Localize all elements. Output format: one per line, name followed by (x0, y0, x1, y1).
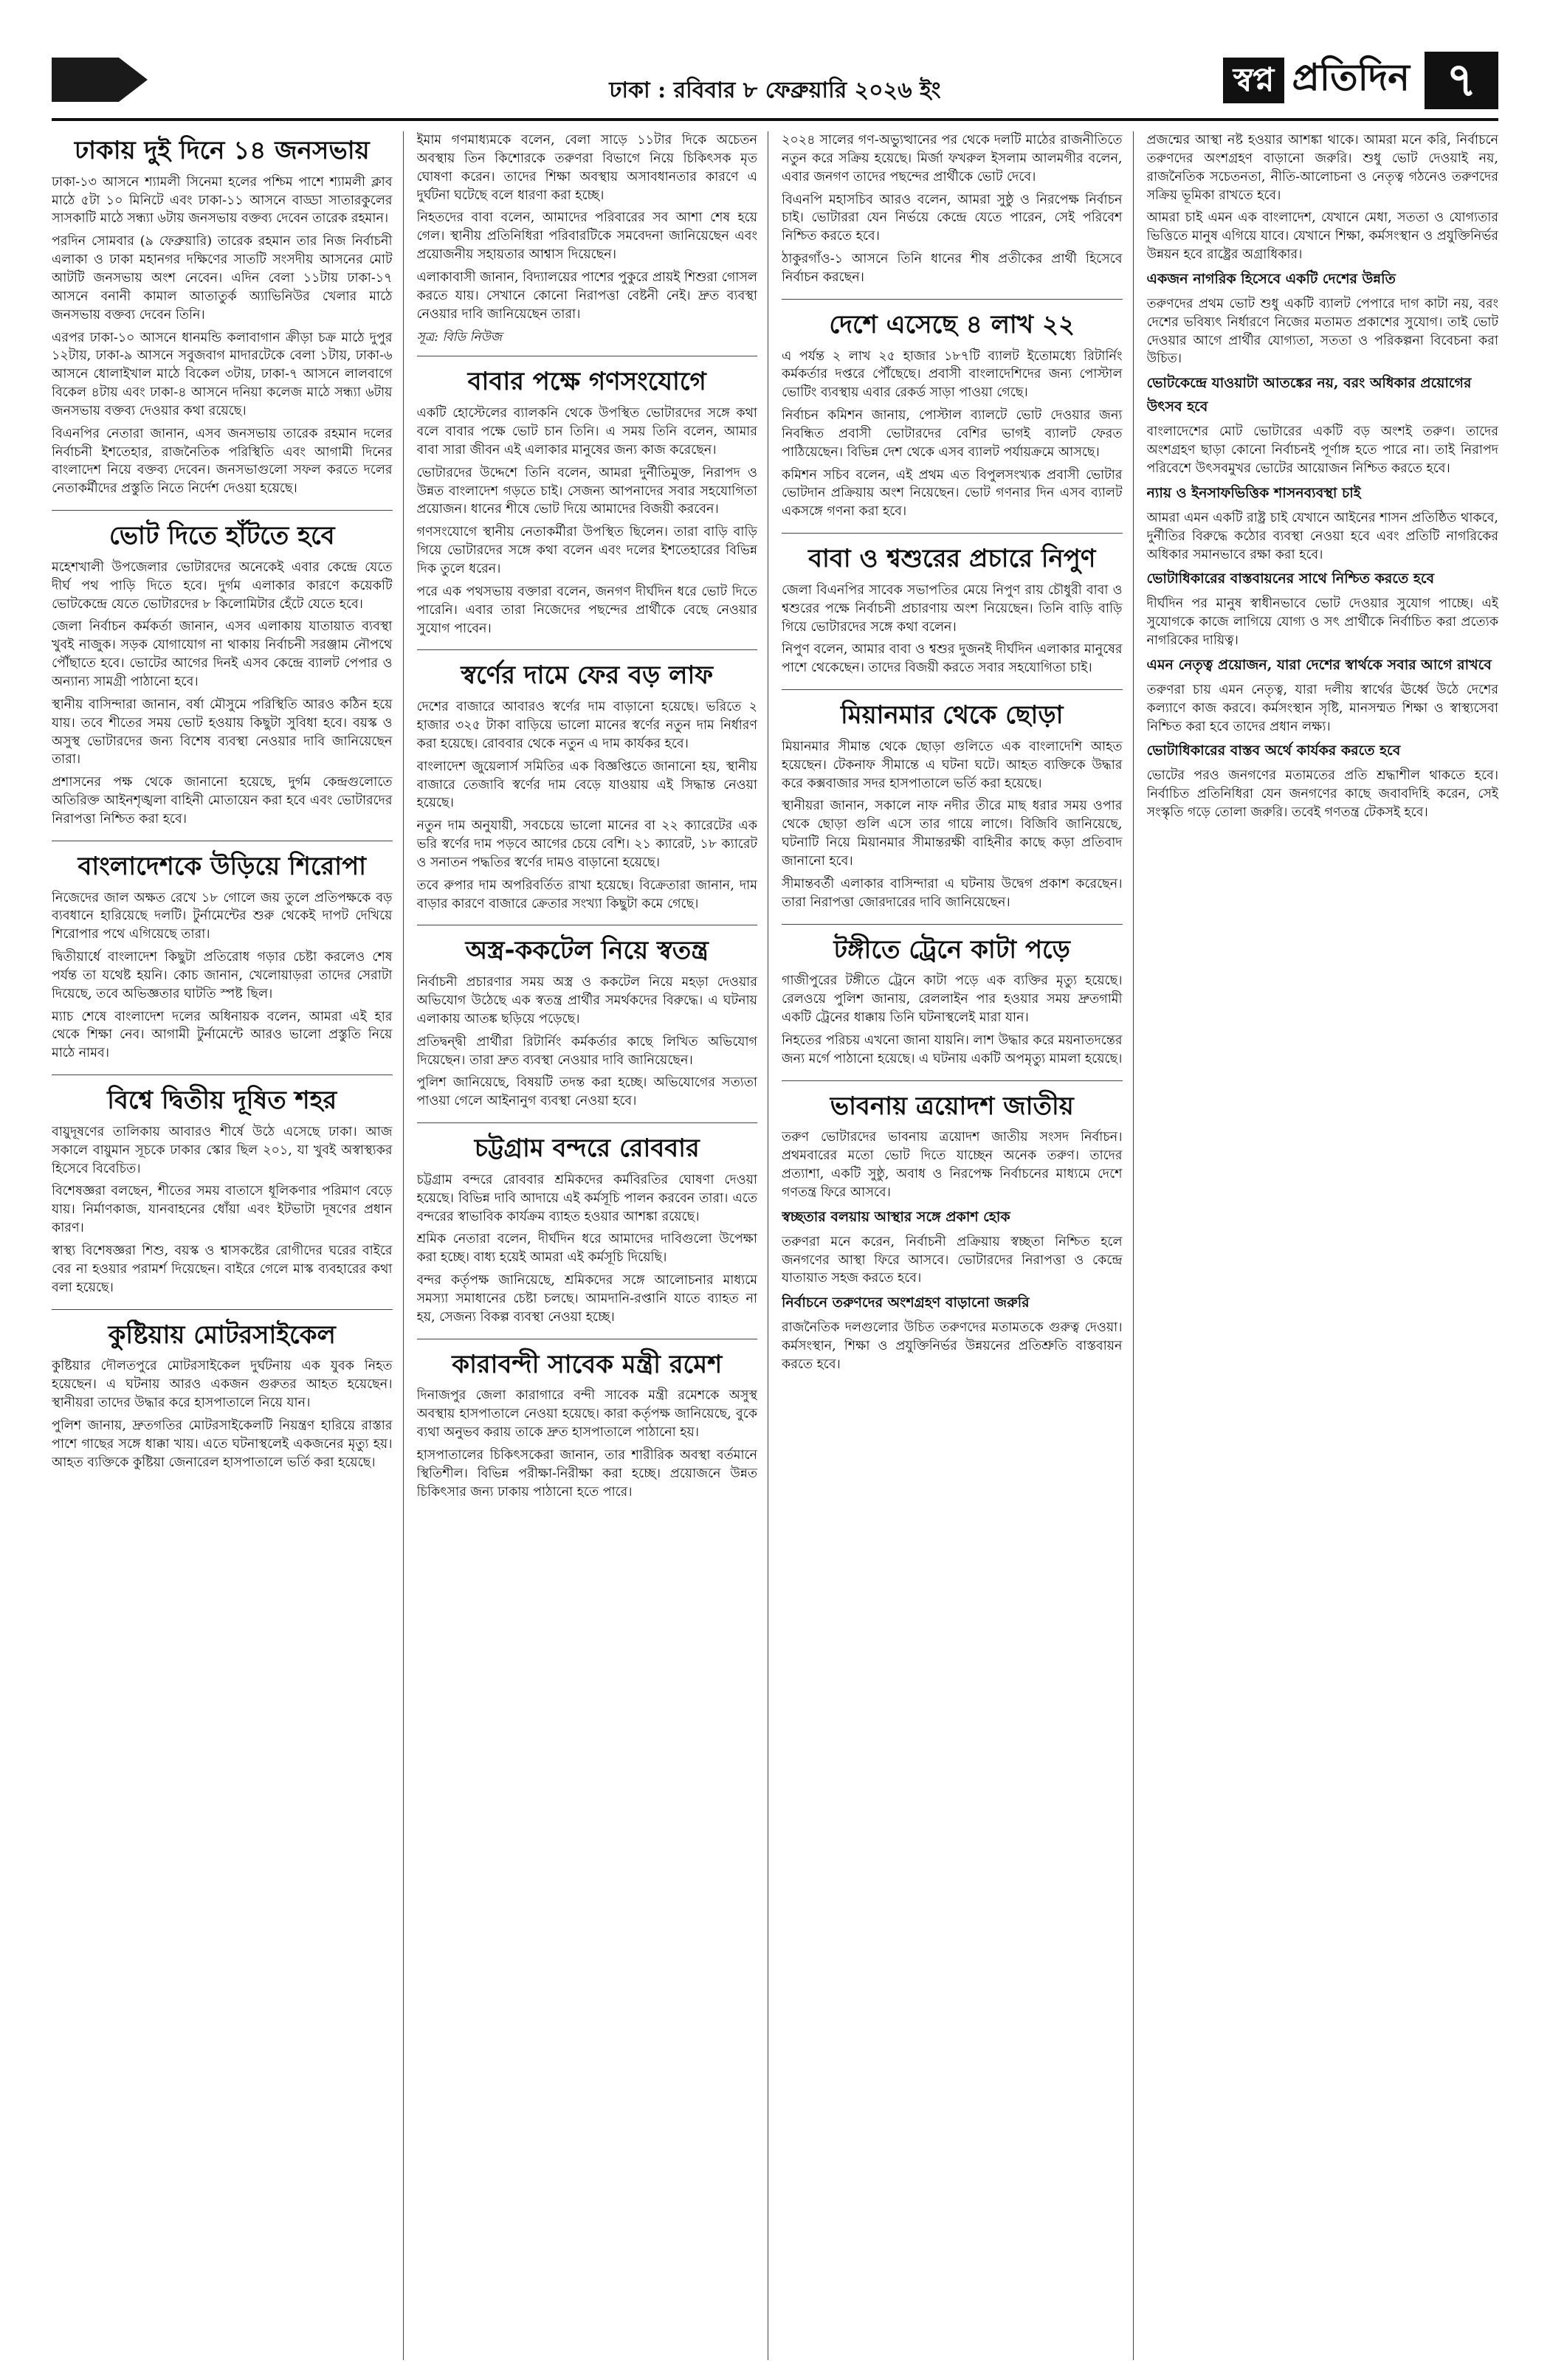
article-paragraph: বিশেষজ্ঞরা বলছেন, শীতের সময় বাতাসে ধূলিকণার পরিমাণ বেড়ে যায়। নির্মাণকাজ, যানবাহনের ধোঁয়া এবং ইটভাটা দূষণের প্রধান কারণ। (52, 1184, 393, 1236)
subheading: এমন নেতৃত্ব প্রয়োজন, যারা দেশের স্বার্থকে সবার আগে রাখবে (1146, 656, 1492, 673)
article-headline: কারাবন্দী সাবেক মন্ত্রী রমেশ (452, 1349, 723, 1379)
article-paragraph: নিপুণ বলেন, আমার বাবা ও শ্বশুর দুজনই দীর্ঘদিন এলাকার মানুষের পাশে থেকেছেন। তাদের বিজয়ী করতে সবার সহযোগিতা চাই। (782, 642, 1123, 676)
article-paragraph: শ্রমিক নেতারা বলেন, দীর্ঘদিন ধরে আমাদের দাবিগুলো উপেক্ষা করা হচ্ছে। বাধ্য হয়েই আমরা এই কর্মসূচি দিয়েছি। (416, 1232, 757, 1266)
article (52, 521, 393, 841)
article-paragraph: নতুন দাম অনুযায়ী, সবচেয়ে ভালো মানের বা ২২ ক্যারেটের এক ভরি স্বর্ণের দাম পড়বে আগের চেয়ে বেশি। ২১ ক্যারেট, ১৮ ক্যারেট ও সনাতন পদ্ধতির স্বর্ণের দামও বাড়ানো হয়েছে। (416, 818, 757, 870)
subheading: ভোটকেন্দ্রে যাওয়াটা আতঙ্কের নয়, বরং অধিকার প্রয়োগের উৎসব হবে (1146, 375, 1472, 415)
subheading: স্বচ্ছতার বলয়ায় আস্থার সঙ্গে প্রকাশ হোক (782, 1208, 1010, 1225)
article (417, 936, 758, 1123)
brand-logo (1223, 55, 1410, 103)
article (417, 131, 758, 356)
subheading: একজন নাগরিক হিসেবে একটি দেশের উন্নতি (1146, 270, 1396, 287)
article-paragraph: নিহতদের বাবা বলেন, আমাদের পরিবারের সব আশা শেষ হয়ে গেল। স্থানীয় প্রতিনিধিরা পরিবারটিকে সমবেদনা জানিয়েছেন এবং প্রয়োজনীয় সহায়তার আশ্বাস দিয়েছেন। (416, 210, 757, 263)
article-paragraph: ম্যাচ শেষে বাংলাদেশ দলের অধিনায়ক বলেন, আমরা এই হার থেকে শিক্ষা নেব। আগামী টুর্নামেন্টে আরও ভালো প্রস্তুতি নিয়ে মাঠে নামব। (52, 1009, 393, 1061)
article-headline: বাংলাদেশকে উড়িয়ে শিরোপা (78, 851, 367, 881)
masthead (52, 44, 1498, 121)
article-paragraph: স্বাস্থ্য বিশেষজ্ঞরা শিশু, বয়স্ক ও শ্বাসকষ্টের রোগীদের ঘরের বাইরে বের না হওয়ার পরামর্শ দিয়েছেন। বাইরে গেলে মাস্ক ব্যবহারের কথা বলা হয়েছে। (52, 1244, 393, 1295)
article (782, 1091, 1123, 1386)
article-paragraph: কুষ্টিয়ার দৌলতপুরে মোটরসাইকেল দুর্ঘটনায় এক যুবক নিহত হয়েছেন। এ ঘটনায় আরও একজন গুরুতর আহত হয়েছেন। স্থানীয়রা তাদের উদ্ধার করে হাসপাতালে নিয়ে যান। (52, 1359, 393, 1411)
article-paragraph: প্রতিদ্বন্দ্বী প্রার্থীরা রিটার্নিং কর্মকর্তার কাছে লিখিত অভিযোগ দিয়েছেন। তারা দ্রুত ব্যবস্থা নেওয়ার দাবি জানিয়েছেন। (416, 1034, 757, 1068)
article-paragraph: পুলিশ জানায়, দ্রুতগতির মোটরসাইকেলটি নিয়ন্ত্রণ হারিয়ে রাস্তার পাশে গাছের সঙ্গে ধাক্কা খায়। এতে ঘটনাস্থলেই একজনের মৃত্যু হয়। আহত ব্যক্তিকে কুষ্টিয়া জেনারেল হাসপাতালে ভর্তি করা হয়েছে। (52, 1418, 393, 1470)
article (782, 310, 1123, 534)
article-headline: বাবার পক্ষে গণসংযোগে (467, 367, 706, 397)
article (782, 700, 1123, 924)
article-paragraph: নির্বাচন কমিশন জানায়, পোস্টাল ব্যালটে ভোট দেওয়ার জন্য নিবন্ধিত প্রবাসী ভোটারদের বেশির ভাগই ব্যালট ফেরত পাঠিয়েছেন। বিভিন্ন দেশ থেকে এসব ব্যালট পর্যায়ক্রমে আসছে। (782, 408, 1123, 460)
article-paragraph: তরুণরা মনে করেন, নির্বাচনী প্রক্রিয়ায় স্বচ্ছতা নিশ্চিত হলে জনগণের আস্থা ফিরে আসবে। ভোটারদের নিরাপত্তা ও কেন্দ্রে যাতায়াত সহজ করতে হবে। (782, 1234, 1123, 1286)
article-paragraph: হাসপাতালের চিকিৎসকেরা জানান, তার শারীরিক অবস্থা বর্তমানে স্থিতিশীল। বিভিন্ন পরীক্ষা-নিরীক্ষা করা হচ্ছে। প্রয়োজনে উন্নত চিকিৎসার জন্য ঢাকায় পাঠানো হতে পারে। (416, 1448, 757, 1500)
article-paragraph: ঢাকা-১৩ আসনে শ্যামলী সিনেমা হলের পশ্চিম পাশে শ্যামলী ক্লাব মাঠে ৫টা ১০ মিনিটে এবং ঢাকা-১১ আসনে বাড্ডা সাতারকুলের সাসকাটি মাঠে সন্ধ্যা ৬টায় জনসভায় বক্তব্য দেবেন তারেক রহমান। (52, 174, 393, 227)
article-paragraph: গণসংযোগে স্থানীয় নেতাকর্মীরা উপস্থিত ছিলেন। তারা বাড়ি বাড়ি গিয়ে ভোটারদের সঙ্গে কথা বলেন এবং দলের ইশতেহারের বিভিন্ন দিক তুলে ধরেন। (416, 525, 757, 576)
article-paragraph: দিনাজপুর জেলা কারাগারে বন্দী সাবেক মন্ত্রী রমেশকে অসুস্থ অবস্থায় হাসপাতালে নেওয়া হয়েছে। কারা কর্তৃপক্ষ জানিয়েছে, বুকে ব্যথা অনুভব করায় তাকে দ্রুত হাসপাতালে পাঠানো হয়। (416, 1388, 757, 1441)
brand-box: স্বপ্ন (1223, 58, 1285, 103)
article-paragraph: জেলা নির্বাচন কর্মকর্তা জানান, এসব এলাকায় যাতায়াত ব্যবস্থা খুবই নাজুক। সড়ক যোগাযোগ না থাকায় নির্বাচনী সরঞ্জাম নৌপথে পৌঁছাতে হবে। ভোটের আগের দিনই এসব কেন্দ্রে ব্যালট পেপার ও অন্যান্য সামগ্রী পাঠানো হবে। (52, 619, 393, 689)
subheading: ভোটাধিকারের বাস্তবায়নের সাথে নিশ্চিত করতে হবে (1146, 570, 1435, 587)
article-paragraph: ভোটের পরও জনগণের মতামতের প্রতি শ্রদ্ধাশীল থাকতে হবে। নির্বাচিত প্রতিনিধিরা যেন জনগণের কাছে জবাবদিহি করেন, সেই সংস্কৃতি গড়ে তোলা জরুরি। তবেই গণতন্ত্র টেকসই হবে। (1146, 768, 1498, 821)
article-paragraph: এলাকাবাসী জানান, বিদ্যালয়ের পাশের পুকুরে প্রায়ই শিশুরা গোসল করতে যায়। সেখানে কোনো নিরাপত্তা বেষ্টনী নেই। দ্রুত ব্যবস্থা নেওয়ার দাবি জানিয়েছেন তারা। (416, 269, 757, 322)
article-paragraph: মিয়ানমার সীমান্ত থেকে ছোড়া গুলিতে এক বাংলাদেশি আহত হয়েছেন। টেকনাফ সীমান্তে এ ঘটনা ঘটে। আহত ব্যক্তিকে উদ্ধার করে কক্সবাজার সদর হাসপাতালে ভর্তি করা হয়েছে। (782, 739, 1123, 791)
subheading: ন্যায় ও ইনসাফভিত্তিক শাসনব্যবস্থা চাই (1146, 484, 1361, 501)
article-paragraph: একটি হোস্টেলের ব্যালকনি থেকে উপস্থিত ভোটারদের সঙ্গে কথা বলে বাবার পক্ষে ভোট চান তিনি। এ সময় তিনি বলেন, আমার বাবা সারা জীবন এই এলাকার মানুষের জন্য কাজ করেছেন। (416, 406, 757, 458)
subheading: নির্বাচনে তরুণদের অংশগ্রহণ বাড়ানো জরুরি (782, 1294, 1030, 1311)
article-paragraph: আমরা চাই এমন এক বাংলাদেশ, যেখানে মেধা, সততা ও যোগ্যতার ভিত্তিতে মানুষ এগিয়ে যাবে। যেখানে শিক্ষা, কর্মসংস্থান ও প্রযুক্তিনির্ভর উন্নয়ন হবে রাষ্ট্রের অগ্রাধিকার। (1146, 210, 1498, 263)
article-paragraph: বিএনপির নেতারা জানান, এসব জনসভায় তারেক রহমান দলের নির্বাচনী ইশতেহার, রাজনৈতিক পরিস্থিতি এবং আগামী দিনের বাংলাদেশ নিয়ে বক্তব্য দেবেন। জনসভাগুলো সফল করতে দলের নেতাকর্মীদের প্রস্তুতি নিতে নির্দেশ দেওয়া হয়েছে। (52, 426, 393, 497)
article (52, 1086, 393, 1309)
article (782, 935, 1123, 1081)
article-headline: ভাবনায় ত্রয়োদশ জাতীয় (830, 1091, 1074, 1121)
article (417, 367, 758, 650)
article-headline: ভোট দিতে হাঁটতে হবে (108, 521, 335, 551)
date-line: ঢাকা : রবিবার ৮ ফেব্রুয়ারি ২০২৬ ইং (609, 77, 941, 103)
article-paragraph: ঠাকুরগাঁও-১ আসনে তিনি ধানের শীষ প্রতীকের প্রার্থী হিসেবে নির্বাচন করছেন। (782, 252, 1123, 285)
article-paragraph: এ পর্যন্ত ২ লাখ ২৫ হাজার ১৮৭টি ব্যালট ইতোমধ্যে রিটার্নিং কর্মকর্তার দপ্তরে পৌঁছেছে। প্রবাসী বাংলাদেশিদের জন্য পোস্টাল ভোটিং ব্যবস্থায় এবার রেকর্ড সাড়া পাওয়া গেছে। (782, 348, 1123, 401)
article-headline: টঙ্গীতে ট্রেনে কাটা পড়ে (833, 934, 1070, 965)
article-source: সূত্র: বিডি নিউজ (416, 330, 502, 345)
article-paragraph: পুলিশ জানিয়েছে, বিষয়টি তদন্ত করা হচ্ছে। অভিযোগের সত্যতা পাওয়া গেলে আইনানুগ ব্যবস্থা নেওয়া হবে। (416, 1075, 757, 1109)
article-paragraph: আমরা এমন একটি রাষ্ট্র চাই যেখানে আইনের শাসন প্রতিষ্ঠিত থাকবে, দুর্নীতির বিরুদ্ধে কঠোর ব্যবস্থা নেওয়া হবে এবং প্রতিটি নাগরিকের অধিকার সমানভাবে রক্ষা করা হবে। (1146, 510, 1498, 562)
subheading: ভোটাধিকারের বাস্তব অর্থে কার্যকর করতে হবে (1146, 742, 1401, 759)
article-paragraph: স্থানীয় বাসিন্দারা জানান, বর্ষা মৌসুমে পরিস্থিতি আরও কঠিন হয়ে যায়। তবে শীতের সময় ভোট হওয়ায় কিছুটা সুবিধা হবে। বয়স্ক ও অসুস্থ ভোটারদের জন্য বিশেষ ব্যবস্থা নেওয়ার দাবি জানিয়েছেন তারা। (52, 697, 393, 768)
article-paragraph: বায়ুদূষণের তালিকায় আবারও শীর্ষে উঠে এসেছে ঢাকা। আজ সকালে বায়ুমান সূচকে ঢাকার স্কোর ছিল ২০১, যা খুবই অস্বাস্থ্যকর হিসেবে বিবেচিত। (52, 1124, 393, 1176)
article-paragraph: তরুণদের প্রথম ভোট শুধু একটি ব্যালট পেপারে দাগ কাটা নয়, বরং দেশের ভবিষ্যৎ নির্ধারণে নিজের মতামত প্রকাশের সুযোগ। তাই ভোট দেওয়ার আগে প্রার্থীর যোগ্যতা, সততা ও পরিকল্পনা বিবেচনা করা উচিত। (1146, 296, 1498, 367)
article-paragraph: ২০২৪ সালের গণ-অভ্যুত্থানের পর থেকে দলটি মাঠের রাজনীতিতে নতুন করে সক্রিয় হয়েছে। মির্জা ফখরুল ইসলাম আলমগীর বলেন, এবার জনগণ তাদের পছন্দের প্রার্থীকে ভোট দেবে। (782, 133, 1123, 184)
article (782, 544, 1123, 690)
article-paragraph: কমিশন সচিব বলেন, এই প্রথম এত বিপুলসংখ্যক প্রবাসী ভোটার ভোটদান প্রক্রিয়ায় অংশ নিয়েছেন। ভোট গণনার দিন এসব ব্যালট একসঙ্গে গণনা করা হবে। (782, 467, 1123, 520)
article (52, 136, 393, 511)
article-paragraph: গাজীপুরের টঙ্গীতে ট্রেনে কাটা পড়ে এক ব্যক্তির মৃত্যু হয়েছে। রেলওয়ে পুলিশ জানায়, রেললাইন পার হওয়ার সময় দ্রুতগামী একটি ট্রেনের ধাক্কায় তিনি ঘটনাস্থলেই মারা যান। (782, 973, 1123, 1026)
article-paragraph: বিএনপি মহাসচিব আরও বলেন, আমরা সুষ্ঠু ও নিরপেক্ষ নির্বাচন চাই। ভোটাররা যেন নির্ভয়ে কেন্দ্রে যেতে পারেন, সেই পরিবেশ নিশ্চিত করতে হবে। (782, 192, 1123, 244)
article-paragraph: পরে এক পথসভায় বক্তারা বলেন, জনগণ দীর্ঘদিন ধরে ভোট দিতে পারেনি। এবার তারা নিজেদের পছন্দের প্রার্থীকে বেছে নেওয়ার সুযোগ পাবেন। (416, 584, 757, 636)
article-paragraph: বন্দর কর্তৃপক্ষ জানিয়েছে, শ্রমিকদের সঙ্গে আলোচনার মাধ্যমে সমস্যা সমাধানের চেষ্টা চলছে। আমদানি-রপ্তানি যাতে ব্যাহত না হয়, সেজন্য বিকল্প ব্যবস্থা নেওয়া হচ্ছে। (416, 1273, 757, 1325)
article-paragraph: তরুণরা চায় এমন নেতৃত্ব, যারা দলীয় স্বার্থের ঊর্ধ্বে উঠে দেশের কল্যাণে কাজ করবে। কর্মসংস্থান সৃষ্টি, মানসম্মত শিক্ষা ও স্বাস্থ্যসেবা নিশ্চিত করা হবে তাদের প্রধান লক্ষ্য। (1146, 682, 1498, 734)
article-paragraph: নিজেদের জাল অক্ষত রেখে ১৮ গোলে জয় তুলে প্রতিপক্ষকে বড় ব্যবধানে হারিয়েছে দলটি। টুর্নামেন্টের শুরু থেকেই দাপট দেখিয়ে শিরোপার পথে এগিয়েছে তারা। (52, 890, 393, 942)
article-paragraph: এরপর ঢাকা-১০ আসনে ধানমন্ডি কলাবাগান ক্রীড়া চক্র মাঠে দুপুর ১২টায়, ঢাকা-৯ আসনে সবুজবাগ মাদারটেকে বেলা ১টায়, ঢাকা-৬ আসনে ধোলাইখাল মাঠে বিকেল ৩টায়, ঢাকা-৭ আসনে লালবাগে বিকেল ৪টায় এবং ঢাকা-৪ আসনে দনিয়া কলেজ মাঠে সন্ধ্যা ৬টায় জনসভায় বক্তব্য দেওয়ার কথা রয়েছে। (52, 330, 393, 418)
article (417, 660, 758, 925)
article (1147, 131, 1499, 834)
article-paragraph: দেশের বাজারে আবারও স্বর্ণের দাম বাড়ানো হয়েছে। ভরিতে ২ হাজার ৩২৫ টাকা বাড়িয়ে ভালো মানের স্বর্ণের নতুন দাম নির্ধারণ করা হয়েছে। রোববার থেকে নতুন এ দাম কার্যকর হবে। (416, 700, 757, 751)
column-1 (52, 131, 404, 2360)
article-paragraph: সীমান্তবর্তী এলাকার বাসিন্দারা এ ঘটনায় উদ্বেগ প্রকাশ করেছেন। তারা নিরাপত্তা জোরদারের দাবি জানিয়েছেন। (782, 876, 1123, 910)
article-columns (52, 131, 1498, 2360)
column-2 (417, 131, 769, 2360)
article-paragraph: তরুণ ভোটারদের ভাবনায় ত্রয়োদশ জাতীয় সংসদ নির্বাচন। প্রথমবারের মতো ভোট দিতে যাচ্ছেন অনেক তরুণ। তাদের প্রত্যাশা, একটি সুষ্ঠু, অবাধ ও নিরপেক্ষ নির্বাচনের মাধ্যমে দেশে গণতন্ত্র ফিরে আসবে। (782, 1130, 1123, 1200)
article-paragraph: প্রজন্মের আস্থা নষ্ট হওয়ার আশঙ্কা থাকে। আমরা মনে করি, নির্বাচনে তরুণদের অংশগ্রহণ বাড়ানো জরুরি। শুধু ভোট দেওয়াই নয়, রাজনৈতিক সচেতনতা, নীতি-আলোচনা ও নেতৃত্ব গঠনেও তরুণদের সক্রিয় ভূমিকা রাখতে হবে। (1146, 133, 1498, 203)
article-headline: ঢাকায় দুই দিনে ১৪ জনসভায় (74, 136, 370, 165)
article-paragraph: জেলা বিএনপির সাবেক সভাপতির মেয়ে নিপুণ রায় চৌধুরী বাবা ও শ্বশুরের পক্ষে নির্বাচনী প্রচারণায় অংশ নিয়েছেন। তিনি বাড়ি বাড়ি গিয়ে ভোটারদের সঙ্গে কথা বলেন। (782, 582, 1123, 635)
article (52, 852, 393, 1075)
article-paragraph: দ্বিতীয়ার্ধে বাংলাদেশ কিছুটা প্রতিরোধ গড়ার চেষ্টা করলেও শেষ পর্যন্ত তা যথেষ্ট হয়নি। কোচ জানান, খেলোয়াড়রা তাদের সেরাটা দিয়েছে, তবে অভিজ্ঞতার ঘাটতি স্পষ্ট ছিল। (52, 950, 393, 1001)
article-paragraph: রাজনৈতিক দলগুলোর উচিত তরুণদের মতামতকে গুরুত্ব দেওয়া। কর্মসংস্থান, শিক্ষা ও প্রযুক্তিনির্ভর উন্নয়নের প্রতিশ্রুতি বাস্তবায়ন করতে হবে। (782, 1320, 1123, 1372)
article (417, 1134, 758, 1339)
article-paragraph: প্রশাসনের পক্ষ থেকে জানানো হয়েছে, দুর্গম কেন্দ্রগুলোতে অতিরিক্ত আইনশৃঙ্খলা বাহিনী মোতায়েন করা হবে এবং ভোটারদের নিরাপত্তা নিশ্চিত করা হবে। (52, 775, 393, 827)
article-paragraph: স্থানীয়রা জানান, সকালে নাফ নদীর তীরে মাছ ধরার সময় ওপার থেকে ছোড়া গুলি এসে তার গায়ে লাগে। বিজিবি জানিয়েছে, ঘটনাটি নিয়ে মিয়ানমার সীমান্তরক্ষী বাহিনীর কাছে কড়া প্রতিবাদ জানানো হবে। (782, 798, 1123, 869)
article-headline: মিয়ানমার থেকে ছোড়া (840, 700, 1064, 731)
article-paragraph: দীর্ঘদিন পর মানুষ স্বাধীনভাবে ভোট দেওয়ার সুযোগ পাচ্ছে। এই সুযোগকে কাজে লাগিয়ে যোগ্য ও সৎ প্রার্থীকে নির্বাচিত করা প্রত্যেক নাগরিকের দায়িত্ব। (1146, 596, 1498, 649)
article-headline: অস্ত্র-ককটেল নিয়ে স্বতন্ত্র (465, 936, 709, 966)
article-paragraph: পরদিন সোমবার (৯ ফেব্রুয়ারি) তারেক রহমান তার নিজ নির্বাচনী এলাকা ও ঢাকা মহানগর দক্ষিণের সাতটি সংসদীয় আসনের মোট আটটি জনসভায় অংশ নেবেন। এদিন বেলা ১১টায় ঢাকা-১৭ আসনে বনানী কামাল আতাতুর্ক অ্যাভিনিউর খেলার মাঠে জনসভায় বক্তব্য দেবেন তিনি। (52, 234, 393, 322)
article-headline: বিশ্বে দ্বিতীয় দূষিত শহর (107, 1086, 337, 1116)
brand-text: প্রতিদিন (1292, 55, 1410, 99)
article-paragraph: নিহতের পরিচয় এখনো জানা যায়নি। লাশ উদ্ধার করে ময়নাতদন্তের জন্য মর্গে পাঠানো হয়েছে। এ ঘটনায় একটি অপমৃত্যু মামলা হয়েছে। (782, 1032, 1123, 1066)
article (52, 1320, 393, 1484)
article-headline: দেশে এসেছে ৪ লাখ ২২ (829, 309, 1075, 339)
article-headline: স্বর্ণের দামে ফের বড় লাফ (461, 660, 714, 691)
column-4 (1147, 131, 1499, 2360)
article-paragraph: ইমাম গণমাধ্যমকে বলেন, বেলা সাড়ে ১১টার দিকে অচেতন অবস্থায় তিন কিশোরকে তরুণরা বিভাগে নিয়ে চিকিৎসক মৃত ঘোষণা করেন। তাদের শিক্ষা অবস্থায় অসাবধানতার কারণে এ দুর্ঘটনা ঘটেছে বলে ধারণা করা হচ্ছে। (416, 133, 757, 203)
article-paragraph: বাংলাদেশ জুয়েলার্স সমিতির এক বিজ্ঞপ্তিতে জানানো হয়, স্থানীয় বাজারে তেজাবি স্বর্ণের দাম বেড়ে যাওয়ায় এই সিদ্ধান্ত নেওয়া হয়েছে। (416, 759, 757, 811)
article (782, 131, 1123, 300)
article-paragraph: নির্বাচনী প্রচারণার সময় অস্ত্র ও ককটেল নিয়ে মহড়া দেওয়ার অভিযোগ উঠেছে এক স্বতন্ত্র প্রার্থীর সমর্থকদের বিরুদ্ধে। এ ঘটনায় এলাকায় আতঙ্ক ছড়িয়ে পড়েছে। (416, 975, 757, 1027)
page-number: ৭ (1425, 52, 1498, 109)
article-paragraph: মহেশখালী উপজেলার ভোটারদের অনেকেই এবার কেন্দ্রে যেতে দীর্ঘ পথ পাড়ি দিতে হবে। দুর্গম এলাকার কারণে কয়েকটি ভোটকেন্দ্রে যেতে ভোটারদের ৮ কিলোমিটার হেঁটে যেতে হবে। (52, 559, 393, 612)
article-paragraph: বাংলাদেশের মোট ভোটারের একটি বড় অংশই তরুণ। তাদের অংশগ্রহণ ছাড়া কোনো নির্বাচনই পূর্ণাঙ্গ হতে পারে না। তাই নিরাপদ পরিবেশে উৎসবমুখর ভোটের আয়োজন নিশ্চিত করতে হবে। (1146, 424, 1498, 476)
article (417, 1350, 758, 1514)
article-headline: বাবা ও শ্বশুরের প্রচারে নিপুণ (808, 544, 1096, 574)
article-headline: চট্টগ্রাম বন্দরে রোববার (474, 1134, 700, 1164)
column-3 (782, 131, 1134, 2360)
article-paragraph: চট্টগ্রাম বন্দরে রোববার শ্রমিকদের কর্মবিরতির ঘোষণা দেওয়া হয়েছে। বিভিন্ন দাবি আদায়ে এই কর্মসূচি পালন করবেন তারা। এতে বন্দরের স্বাভাবিক কার্যক্রম ব্যাহত হওয়ার আশঙ্কা রয়েছে। (416, 1172, 757, 1224)
article-paragraph: ভোটারদের উদ্দেশে তিনি বলেন, আমরা দুর্নীতিমুক্ত, নিরাপদ ও উন্নত বাংলাদেশ গড়তে চাই। সেজন্য আপনাদের সবার সহযোগিতা প্রয়োজন। ধানের শীষে ভোট দিয়ে আমাদের বিজয়ী করবেন। (416, 465, 757, 517)
article-paragraph: তবে রুপার দাম অপরিবর্তিত রাখা হয়েছে। বিক্রেতারা জানান, দাম বাড়ার কারণে বাজারে ক্রেতার সংখ্যা কিছুটা কমে গেছে। (416, 877, 757, 911)
article-headline: কুষ্টিয়ায় মোটরসাইকেল (108, 1320, 336, 1350)
